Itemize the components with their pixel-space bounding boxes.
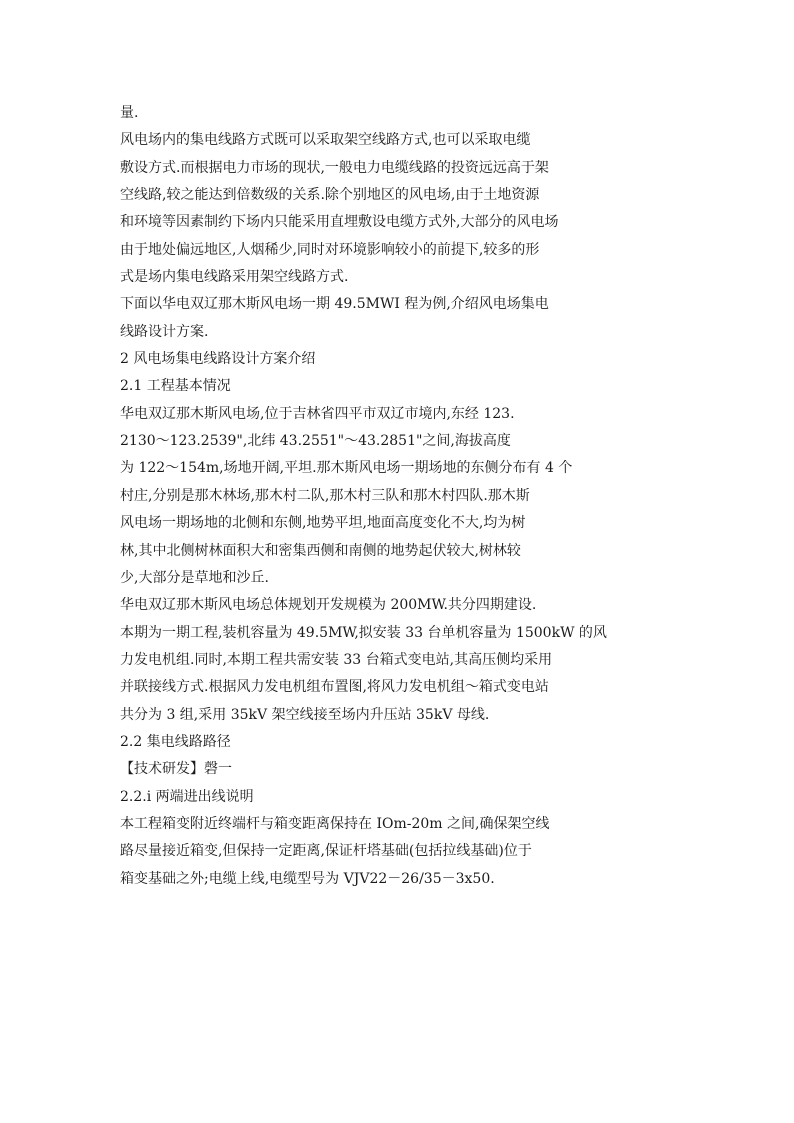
document-body <box>120 100 720 893</box>
text-line: 【技术研发】磬一 <box>120 761 232 778</box>
text-line: 2130～123.2539",北纬 43.2551"～43.2851"之间,海拔高度 <box>120 433 511 450</box>
text-line: 箱变基础之外;电缆上线,电缆型号为 VJV22－26/35－3x50. <box>120 870 495 887</box>
text-line: 由于地处偏远地区,人烟稀少,同时对环境影响较小的前提下,较多的形 <box>120 241 540 258</box>
text-line: 林,其中北侧树林面积大和密集西侧和南侧的地势起伏较大,树林较 <box>120 542 521 559</box>
text-line: 并联接线方式.根据风力发电机组布置图,将风力发电机组～箱式变电站 <box>120 679 549 696</box>
text-line: 下面以华电双辽那木斯风电场一期 49.5MWI 程为例,介绍风电场集电 <box>120 296 549 313</box>
subsection-heading: 2.2.i 两端进出线说明 <box>120 788 254 805</box>
text-line: 本工程箱变附近终端杆与箱变距离保持在 IOm-20m 之间,确保架空线 <box>120 815 550 832</box>
text-line: 为 122～154m,场地开阔,平坦.那木斯风电场一期场地的东侧分布有 4 个 <box>120 460 573 477</box>
text-line: 本期为一期工程,装机容量为 49.5MW,拟安装 33 台单机容量为 1500kW 的风 <box>120 624 607 641</box>
text-line: 路尽量接近箱变,但保持一定距离,保证杆塔基础(包括拉线基础)位于 <box>120 843 532 860</box>
text-line: 村庄,分别是那木林场,那木村二队,那木村三队和那木村四队.那木斯 <box>120 487 530 504</box>
text-line: 风电场一期场地的北侧和东侧,地势平坦,地面高度变化不大,均为树 <box>120 515 526 532</box>
text-line: 华电双辽那木斯风电场,位于吉林省四平市双辽市境内,东经 123. <box>120 405 515 422</box>
text-line: 式是场内集电线路采用架空线路方式. <box>120 269 349 286</box>
subsection-heading: 2.1 工程基本情况 <box>120 378 231 395</box>
text-line: 少,大部分是草地和沙丘. <box>120 569 269 586</box>
text-line: 和环境等因素制约下场内只能采用直埋敷设电缆方式外,大部分的风电场 <box>120 214 559 231</box>
text-line: 量. <box>120 105 139 121</box>
subsection-heading: 2.2 集电线路路径 <box>120 733 231 750</box>
text-line: 华电双辽那木斯风电场总体规划开发规模为 200MW.共分四期建设. <box>120 597 537 614</box>
text-line: 空线路,较之能达到倍数级的关系.除个别地区的风电场,由于土地资源 <box>120 187 540 204</box>
text-line: 力发电机组.同时,本期工程共需安装 33 台箱式变电站,其高压侧均采用 <box>120 651 553 668</box>
text-line: 线路设计方案. <box>120 323 209 340</box>
section-heading: 2 风电场集电线路设计方案介绍 <box>120 351 316 368</box>
text-line: 共分为 3 组,采用 35kV 架空线接至场内升压站 35kV 母线. <box>120 706 490 723</box>
text-line: 风电场内的集电线路方式既可以采取架空线路方式,也可以采取电缆 <box>120 132 531 149</box>
text-line: 敷设方式.而根据电力市场的现状,一般电力电缆线路的投资远远高于架 <box>120 159 549 176</box>
